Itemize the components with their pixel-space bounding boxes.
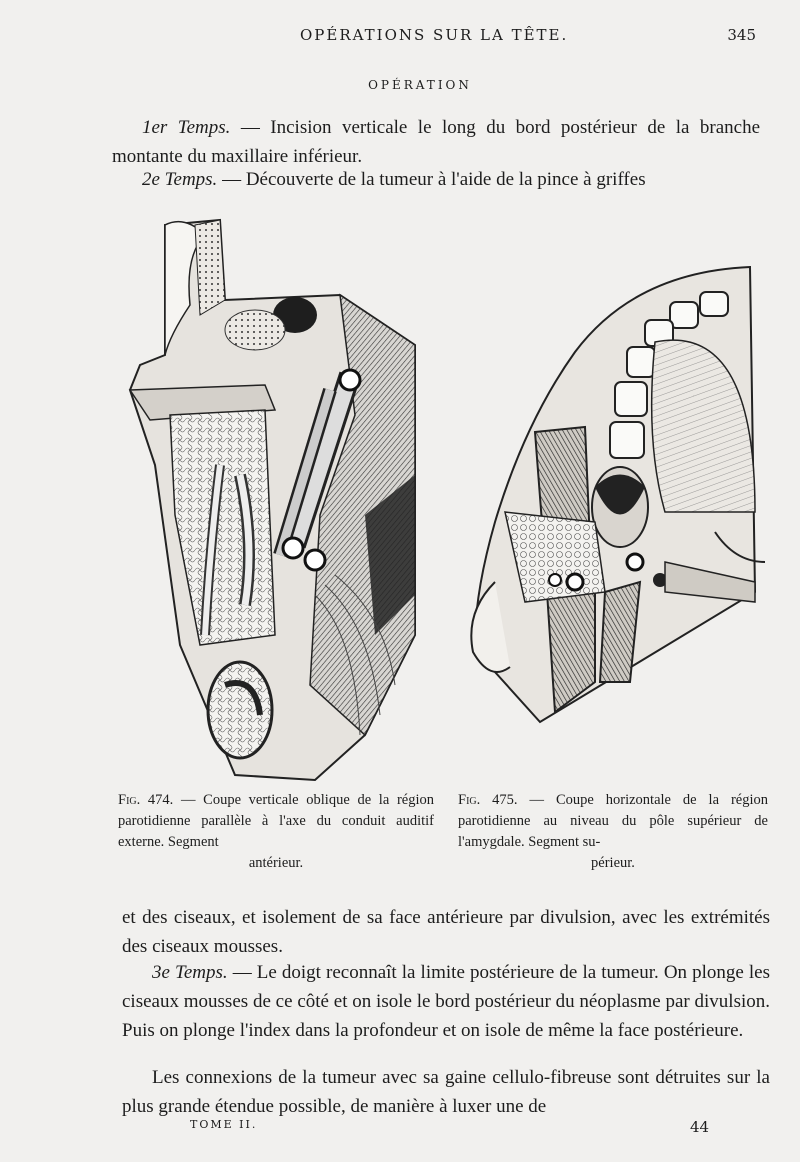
figure-474-caption-text: — Coupe verticale oblique de la région parotidienne parallèle à l'axe du conduit auditif externe. Segment [118,792,434,850]
paragraph-last [122,1063,770,1121]
figure-474-caption [118,790,434,874]
figure-475-caption [458,790,768,874]
figure-474-illustration [125,215,420,785]
figure-474-label: Fig. 474. [118,792,174,808]
figure-474-caption-last: antérieur. [248,855,304,871]
page-number: 345 [727,26,756,44]
figure-475-caption-last: périeur. [591,855,635,871]
step-2-text: — Découverte de la tumeur à l'aide de la pince à griffes [217,169,646,190]
running-title: OPÉRATIONS SUR LA TÊTE. [300,26,569,44]
paragraph-continuation: et des ciseaux, et isolement de sa face antérieure par divulsion, avec les extrémités des ciseaux mousses. [122,907,770,957]
figure-475-caption-text: — Coupe horizontale de la région parotidienne au niveau du pôle supérieur de l'amygdale. Segment su- [458,792,768,850]
running-head [300,26,760,50]
section-title: OPÉRATION [368,78,472,92]
step-1-text: — Incision verticale le long du bord postérieur de la branche montante du maxillaire inférieur. [112,117,761,167]
footer-signature: 44 [690,1118,710,1136]
page-footer [0,1118,800,1140]
paragraph-step-1 [112,113,760,171]
step-3-text: — Le doigt reconnaît la limite postérieure de la tumeur. On plonge les ciseaux mousses de ce côté et on isole le bord postérieur du néoplasme par divulsion. Puis on plonge l'index dans la profondeur et on isole de même la face postérieure. [122,962,770,1041]
footer-tome: TOME II. [190,1118,258,1131]
last-text: Les connexions de la tumeur avec sa gaine cellulo-fibreuse sont détruites sur la plus grande étendue possible, de manière à luxer une de [122,1067,770,1117]
figure-475-illustration [465,262,765,742]
step-3-label: 3e Temps. [152,962,228,983]
paragraph-step-3 [122,958,770,1045]
step-1-label: 1er Temps. [142,117,231,138]
paragraph-step-2 [112,165,760,194]
step-2-label: 2e Temps. [142,169,218,190]
figure-475-label: Fig. 475. [458,792,518,808]
